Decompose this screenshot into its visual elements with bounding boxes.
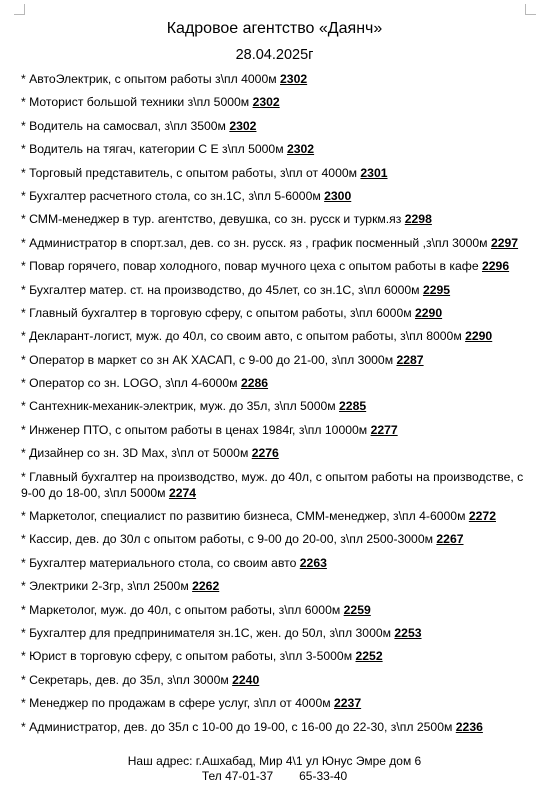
job-description: * Дизайнер со зн. 3D Max, з\пл от 5000м <box>21 446 252 461</box>
job-code: 2237 <box>334 696 362 711</box>
job-item <box>21 305 537 321</box>
job-item <box>21 602 537 618</box>
page-title: Кадровое агентство «Даянч» <box>166 20 383 37</box>
job-code: 2252 <box>355 649 383 664</box>
job-description: * Сантехник-механик-электрик, муж. до 35л, з\пл 5000м <box>21 399 340 414</box>
job-code: 2298 <box>404 212 432 227</box>
job-description: * Администратор, дев. до 35л с 10-00 до 19-00, с 16-00 до 22-30, з\пл 2500м <box>21 719 456 734</box>
job-description: * Водитель на тягач, категории С Е з\пл 5000м <box>21 142 287 157</box>
job-item <box>21 118 537 134</box>
job-item <box>21 352 537 368</box>
job-description: * Главный бухгалтер на производство, муж. до 40л, с опытом работы на производстве, с 9-00 до 18-00, з\пл 5000м <box>21 469 524 500</box>
job-code: 2297 <box>490 235 519 250</box>
footer-address: Наш адрес: г.Ашхабад, Мир 4\1 ул Юнус Эмре дом 6 <box>127 754 422 768</box>
job-code: 2287 <box>396 352 424 367</box>
job-item <box>21 165 537 181</box>
job-code: 2302 <box>286 142 315 157</box>
job-item <box>21 375 537 391</box>
job-description: * Моторист большой техники з\пл 5000м <box>21 95 253 110</box>
job-code: 2302 <box>280 72 308 86</box>
job-item <box>21 578 537 594</box>
job-code: 2302 <box>229 118 257 133</box>
job-code: 2296 <box>481 259 510 274</box>
job-item <box>21 398 537 414</box>
job-description: * Оператор в маркет со зн АК ХАСАП, с 9-00 до 21-00, з\пл 3000м <box>21 352 397 367</box>
job-item <box>21 422 537 438</box>
job-item <box>21 211 537 227</box>
job-code: 2267 <box>436 532 464 547</box>
job-description: * АвтоЭлектрик, с опытом работы з\пл 4000м <box>21 72 281 86</box>
corner-mark-top-left <box>14 4 25 15</box>
job-description: * Декларант-логист, муж. до 40л, со своим авто, с опытом работы, з\пл 8000м <box>21 329 466 344</box>
page-date: 28.04.2025г <box>235 47 314 63</box>
job-description: * Водитель на самосвал, з\пл 3500м <box>21 118 230 133</box>
job-item <box>21 531 537 547</box>
job-code: 2276 <box>251 446 279 461</box>
job-code: 2277 <box>370 422 398 437</box>
job-description: * Менеджер по продажам в сфере услуг, з\пл от 4000м <box>21 696 334 711</box>
job-description: * Оператор со зн. LOGO, з\пл 4-6000м <box>21 376 241 391</box>
job-item <box>21 258 537 274</box>
job-description: * Инженер ПТО, с опытом работы в ценах 1984г, з\пл 10000м <box>21 422 371 437</box>
job-item <box>21 445 537 461</box>
job-code: 2302 <box>252 95 280 110</box>
job-description: * Бухгалтер для предпринимателя зн.1С, жен. до 50л, з\пл 3000м <box>21 625 395 640</box>
job-item <box>21 672 537 688</box>
job-item <box>21 648 537 664</box>
job-item <box>21 141 537 157</box>
job-description: * Маркетолог, специалист по развитию бизнеса, СММ-менеджер, з\пл 4-6000м <box>21 509 469 524</box>
job-item <box>21 695 537 711</box>
job-code: 2259 <box>343 602 371 617</box>
job-description: * Маркетолог, муж. до 40л, с опытом работы, з\пл 6000м <box>21 602 344 617</box>
footer-phone-2: 65-33-40 <box>299 769 348 783</box>
job-item <box>21 555 537 571</box>
job-description: * Повар горячего, повар холодного, повар мучного цеха с опытом работы в кафе <box>21 259 482 274</box>
job-code: 2274 <box>168 485 197 500</box>
job-code: 2263 <box>299 555 327 570</box>
footer-phones <box>0 769 549 784</box>
job-code: 2300 <box>324 188 352 203</box>
job-item <box>21 625 537 641</box>
job-code: 2253 <box>394 625 422 640</box>
job-item <box>21 282 537 298</box>
job-code: 2286 <box>240 376 269 391</box>
job-description: * Кассир, дев. до 30л с опытом работы, с 9-00 до 20-00, з\пл 2500-3000м <box>21 532 437 547</box>
job-code: 2295 <box>422 282 451 297</box>
job-description: * СММ-менеджер в тур. агентство, девушка, со зн. русск и туркм.яз <box>21 212 405 227</box>
job-code: 2262 <box>192 579 220 594</box>
job-description: * Электрики 2-3гр, з\пл 2500м <box>21 579 193 594</box>
job-description: * Торговый представитель, с опытом работы, з\пл от 4000м <box>21 165 361 180</box>
job-item <box>21 328 537 344</box>
job-item <box>21 469 537 501</box>
job-item <box>21 235 537 251</box>
job-code: 2285 <box>339 399 367 414</box>
job-item <box>21 94 537 110</box>
job-item <box>21 719 537 735</box>
job-description: * Бухгалтер расчетного стола, со зн.1С, з\пл 5-6000м <box>21 188 325 203</box>
job-code: 2240 <box>232 672 260 687</box>
job-description: * Секретарь, дев. до 35л, з\пл 3000м <box>21 672 233 687</box>
corner-mark-top-right <box>525 4 536 15</box>
footer-phone-1: Тел 47-01-37 <box>201 769 274 783</box>
job-code: 2290 <box>415 305 443 320</box>
job-item <box>21 508 537 524</box>
job-description: * Юрист в торговую сферу, с опытом работы, з\пл 3-5000м <box>21 649 356 664</box>
job-description: * Бухгалтер материального стола, со своим авто <box>21 555 300 570</box>
job-description: * Администратор в спорт.зал, дев. со зн. русск. яз , график посменный ,з\пл 3000м <box>21 235 491 250</box>
job-code: 2290 <box>465 329 493 344</box>
job-code: 2301 <box>360 165 388 180</box>
footer <box>0 754 549 784</box>
job-description: * Главный бухгалтер в торговую сферу, с опытом работы, з\пл 6000м <box>21 305 415 320</box>
job-code: 2272 <box>468 509 496 524</box>
job-code: 2236 <box>455 719 483 734</box>
job-item <box>21 71 537 87</box>
job-item <box>21 188 537 204</box>
job-list <box>21 71 537 742</box>
job-description: * Бухгалтер матер. ст. на производство, до 45лет, со зн.1С, з\пл 6000м <box>21 282 423 297</box>
